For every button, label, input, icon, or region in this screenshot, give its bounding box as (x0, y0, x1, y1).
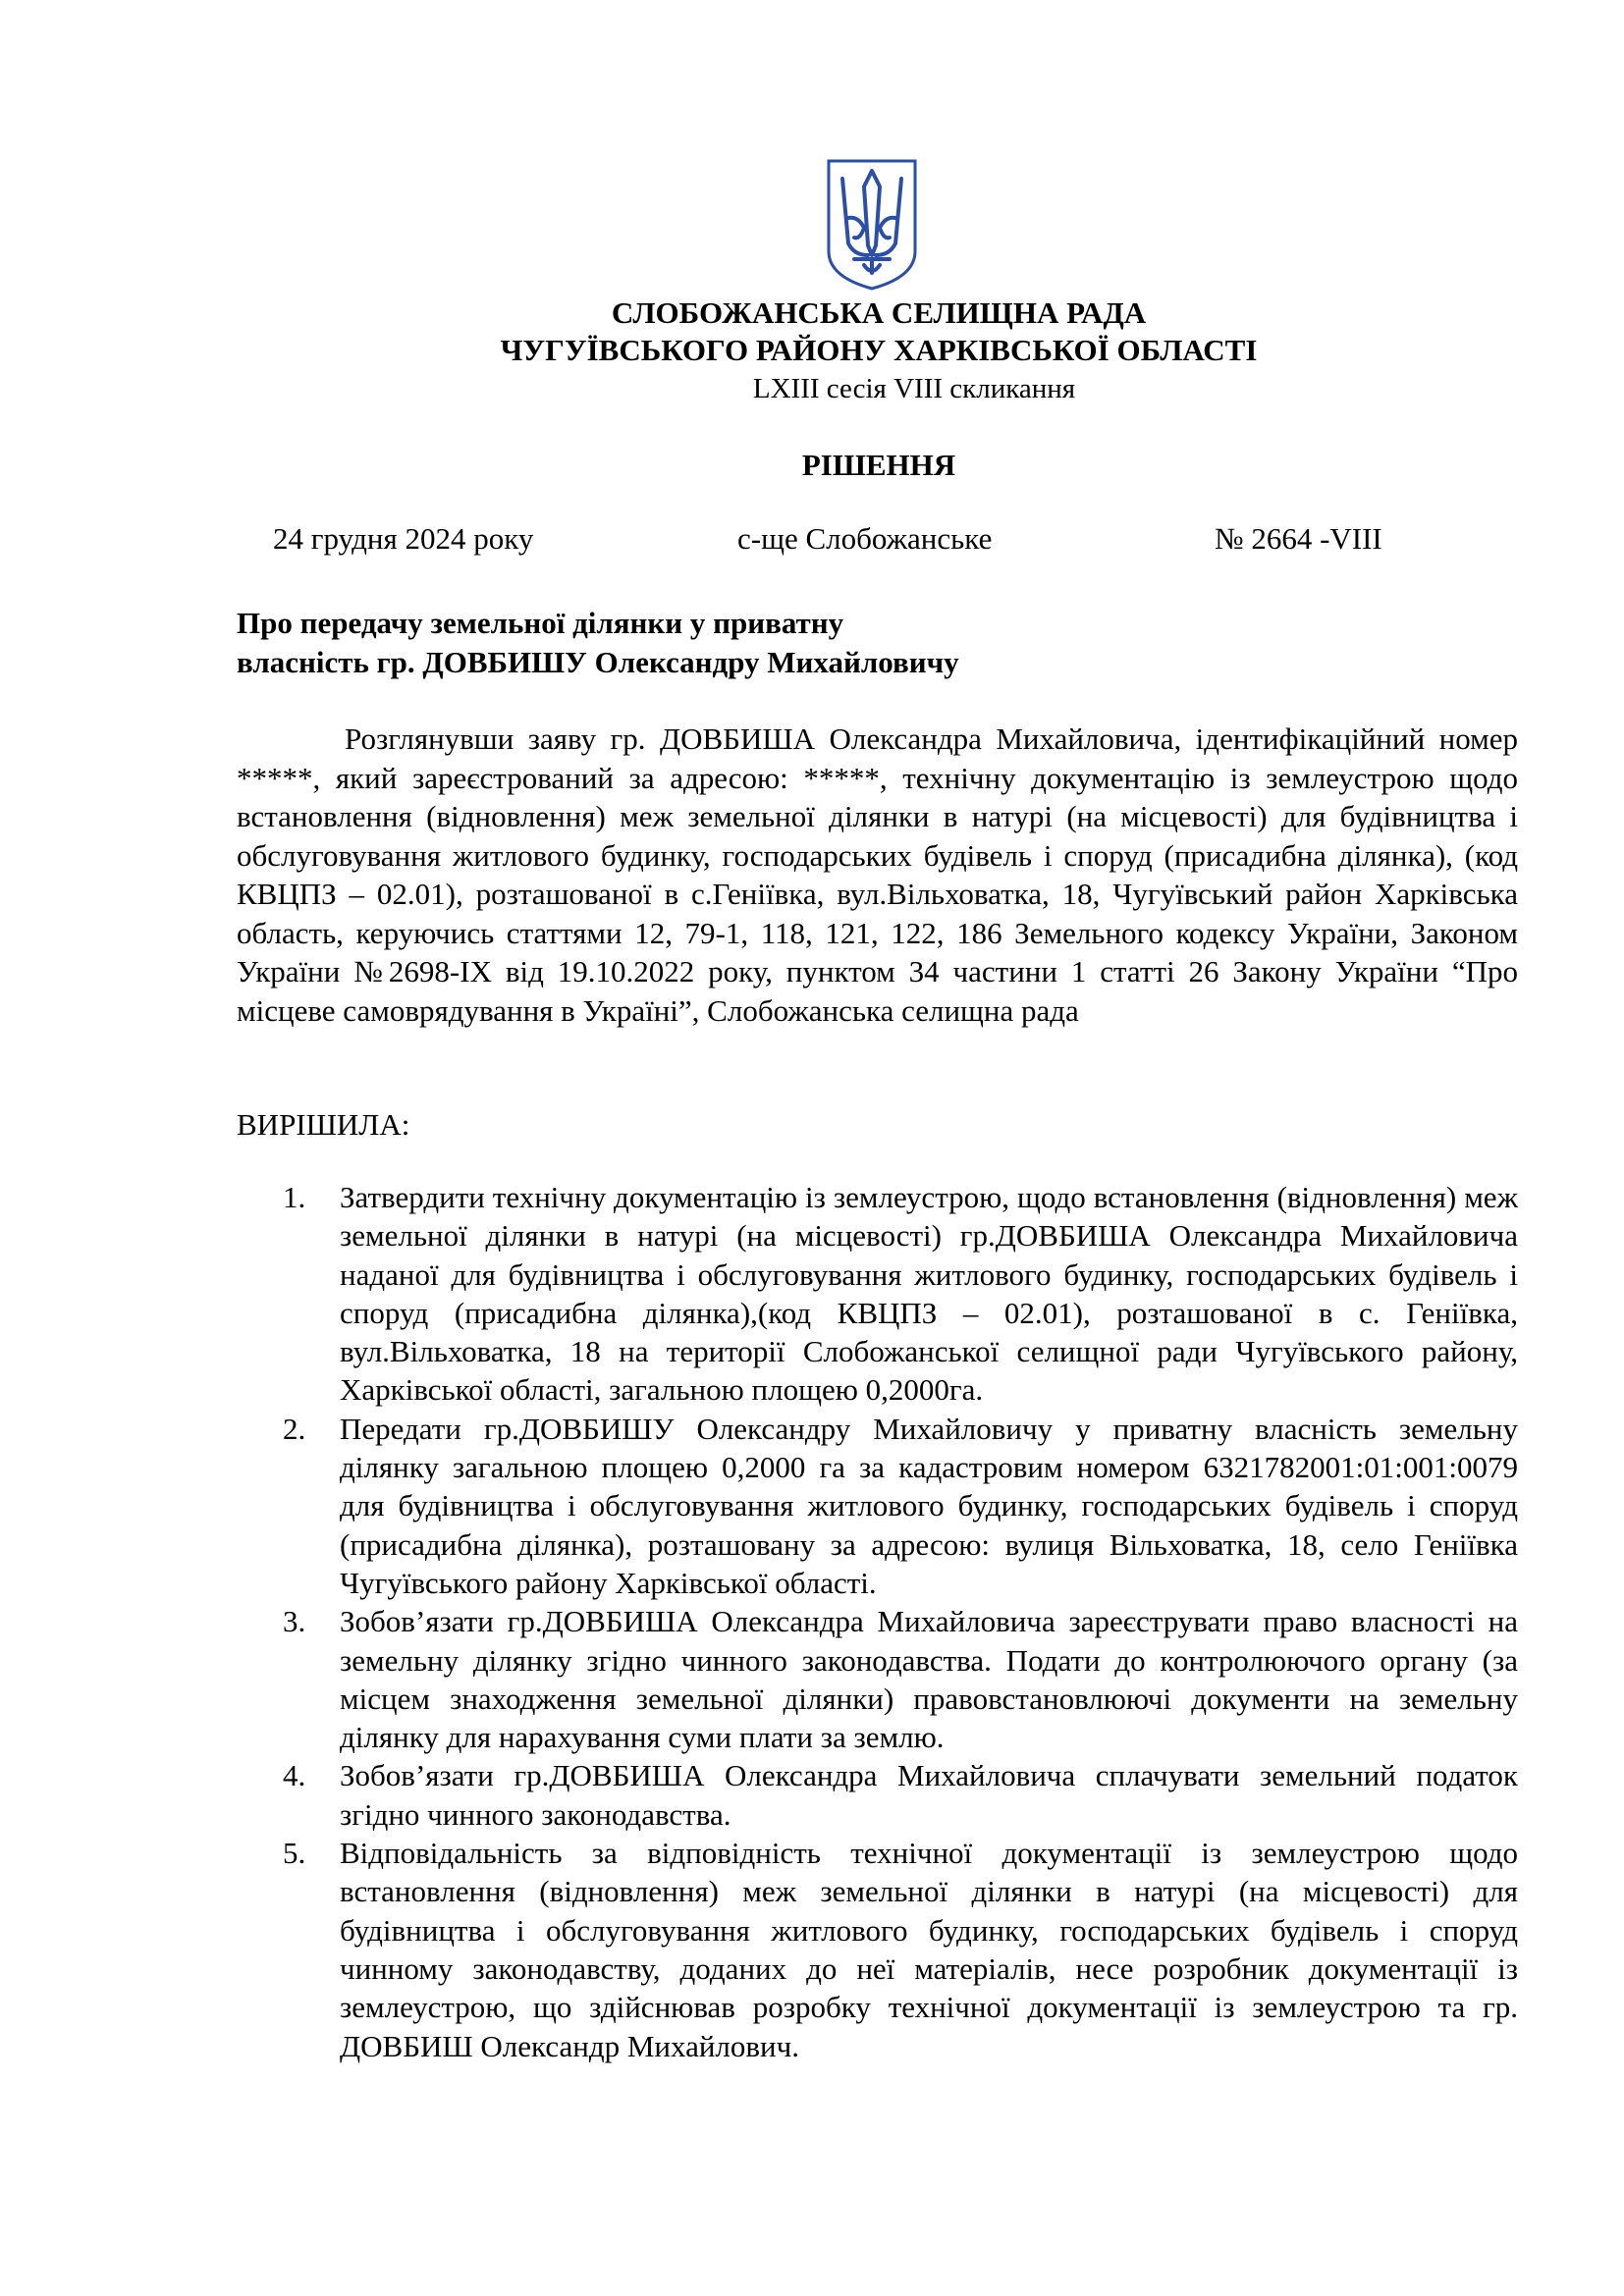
item-text: Відповідальність за відповідність технічної документації із землеустрою щодо встановлення (відновлення) меж земельної ділянки в натурі (на місцевості) для будівництва і обслуговування житлового будинку, господарських будівель і споруд чинному законодавству, доданих до неї матеріалів, несе розробник документації із землеустрою, що здійснював розробку технічної документації із землеустрою та гр. ДОВБИШ Олександр Михайлович. (340, 1836, 1518, 2063)
item-text: Передати гр.ДОВБИШУ Олександру Михайловичу у приватну власність земельну ділянку загальною площею 0,2000 га за кадастровим номером 6321782001:01:001:0079 для будівництва і обслуговування житлового будинку, господарських будівель і споруд (присадибна ділянка), розташовану за адресою: вулиця Вільховатка, 18, село Геніївка Чугуївського району Харківської області. (340, 1411, 1518, 1600)
trident-coat-of-arms-icon (825, 157, 919, 293)
item-number: 2. (283, 1411, 306, 1446)
subject-line-2: власність гр. ДОВБИШУ Олександру Михайловичу (237, 645, 959, 679)
list-item (283, 1602, 1518, 1756)
subject-line-1: Про передачу земельної ділянки у приватну (237, 606, 844, 640)
preamble-paragraph: Розглянувши заяву гр. ДОВБИША Олександра Михайловича, ідентифікаційний номер *****, який зареєстрований за адресою: *****, технічну документацію із землеустрою щодо встановлення (відновлення) меж земельної ділянки в натурі (на місцевості) для будівництва і обслуговування житлового будинку, господарських будівель і споруд (присадибна ділянка), (код КВЦПЗ – 02.01), розташованої в с.Геніївка, вул.Вільховатка, 18, Чугуївський район Харківська область, керуючись статтями 12, 79-1, 118, 121, 122, 186 Земельного кодексу України, Законом України №2698-IX від 19.10.2022 року, пунктом 34 частини 1 статті 26 Закону України “Про місцеве самоврядування в Україні”, Слобожанська селищна рада (237, 721, 1518, 1028)
item-text: Зобов’язати гр.ДОВБИША Олександра Михайловича сплачувати земельний податок згідно чинного законодавства. (340, 1758, 1518, 1832)
item-text: Затвердити технічну документацію із землеустрою, щодо встановлення (відновлення) меж земельної ділянки в натурі (на місцевості) гр.ДОВБИША Олександра Михайловича наданої для будівництва і обслуговування житлового будинку, господарських будівель і споруд (присадибна ділянка),(код КВЦПЗ – 02.01), розташованої в с. Геніївка, вул.Вільховатка, 18 на території Слобожанської селищної ради Чугуївського району, Харківської області, загальною площею 0,2000га. (340, 1180, 1518, 1408)
list-item (283, 1756, 1518, 1834)
list-item (283, 1178, 1518, 1410)
item-number: 3. (283, 1604, 306, 1639)
session-info: LXIII сесія VIII скликання (752, 373, 1076, 404)
item-text: Зобов’язати гр.ДОВБИША Олександра Михайловича зареєструвати право власності на земельну ділянку згідно чинного законодавства. Подати до контролюючого органу (за місцем знаходження земельної ділянки) правовстановлюючі документи на земельну ділянку для нарахування суми плати за землю. (340, 1604, 1518, 1755)
item-number: 1. (283, 1180, 306, 1214)
list-item (283, 1410, 1518, 1602)
decision-place: с-ще Слобожанське (737, 521, 993, 556)
decision-date: 24 грудня 2024 року (273, 521, 534, 556)
district-name: ЧУГУЇВСЬКОГО РАЙОНУ ХАРКІВСЬКОЇ ОБЛАСТІ (500, 333, 1258, 367)
document-type-title: РІШЕННЯ (801, 448, 956, 482)
council-name: СЛОБОЖАНСЬКА СЕЛИЩНА РАДА (611, 295, 1147, 330)
list-item (283, 1834, 1518, 2065)
decision-subject (237, 604, 959, 682)
decision-number: № 2664 -VIII (1215, 521, 1382, 556)
decision-items-list (283, 1178, 1518, 2065)
resolved-label: ВИРІШИЛА: (237, 1107, 410, 1142)
item-number: 5. (283, 1836, 306, 1871)
item-number: 4. (283, 1758, 306, 1793)
